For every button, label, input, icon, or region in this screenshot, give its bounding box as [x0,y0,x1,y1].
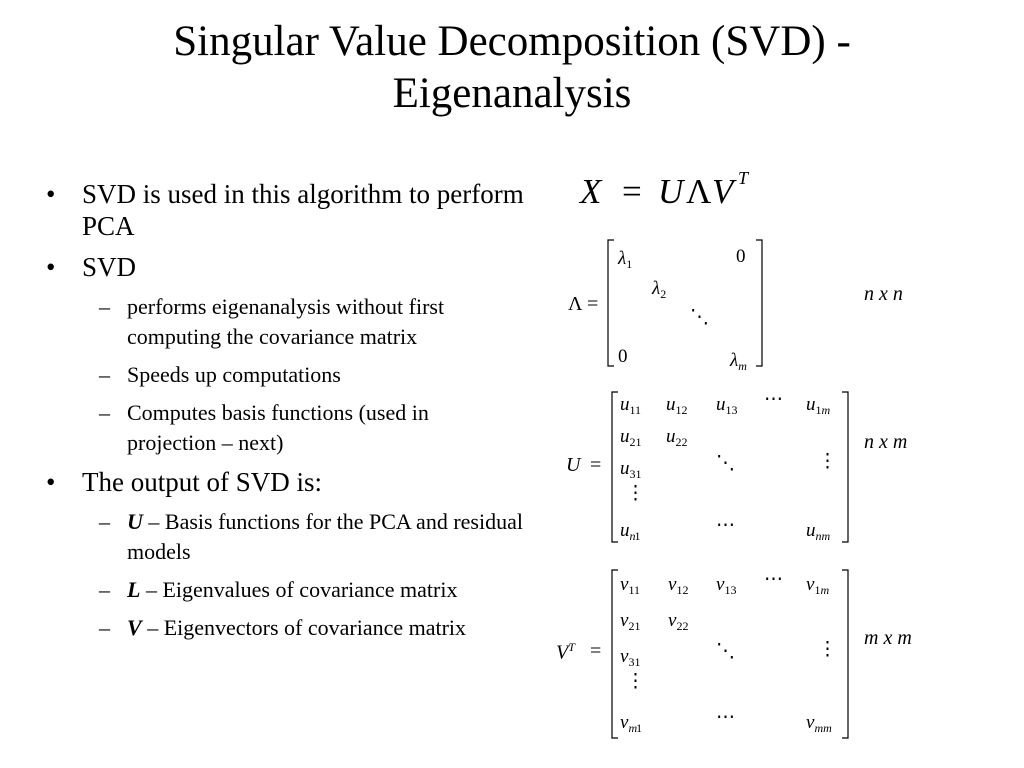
sub-bullet-dash: – [99,577,110,602]
sub-bullet-dash: – [99,615,110,640]
u-label: U [566,454,581,476]
sub-bullet-dash: – [99,509,110,534]
term-v: V [127,615,142,640]
slide-title [40,16,984,120]
sub-bullet-text: – Basis functions for the PCA and residual models [127,509,523,564]
sub-bullet-item [0,613,523,643]
sub-bullet-text: performs eigenanalysis without first computing the covariance matrix [127,294,445,349]
sub-bullet-dash: – [99,400,110,425]
sub-bullet-text: Speeds up computations [127,362,341,387]
bullet-text: SVD is used in this algorithm to perform PCA [82,179,524,241]
vt-label: $V^T$ [556,640,575,664]
bullet-list [0,178,540,651]
u-dimension: n x m [864,431,908,453]
sub-bullet-item [0,507,523,567]
sub-bullet-text: Computes basis functions (used in projection – next) [127,400,429,455]
bullet-dot: • [46,179,56,209]
lambda-label: Λ = [568,293,599,315]
sub-bullet-item [0,360,523,390]
math-panel: X = U Λ V T Λ = $\lambda_1$ 0 $\lambda_2$ ⋱ 0 $\lambda_m$ n x n U = $u_{11}$ $u_{12}$ $u_{13}$ ⋯ $u_{1m}$ $u_{21}$ $u_{22}$ $u_{31}$ ⋱ ⋮ ⋮ $u_{n1}$ ⋯ $u_{nm}$ n x m $V^T$ = $v_{11}$ $v_{12}$ $v_{13}$ ⋯ $v_{1m}$ $v_{21}$ $v_{22}$ $v_{31}$ ⋱ ⋮ ⋮ $v_{m1}$ ⋯ $v_{mm}$ m x m [540,160,1024,768]
bullet-text: SVD [82,252,137,282]
sub-bullet-dash: – [99,362,110,387]
bullet-item [0,466,528,498]
bullet-item [0,178,528,242]
sub-bullet-item [0,292,523,352]
term-l: L [127,577,141,602]
sub-bullet-item [0,398,523,458]
bullet-text: The output of SVD is: [82,467,322,497]
title-line-1: Singular Value Decomposition (SVD) - [173,18,851,65]
lambda-dimension: n x n [864,283,903,305]
term-u: U [127,509,143,534]
sub-bullet-text: – Eigenvalues of covariance matrix [140,577,458,602]
vt-dimension: m x m [864,627,912,649]
sub-bullet-text: – Eigenvectors of covariance matrix [141,615,467,640]
bullet-dot: • [46,467,56,497]
title-line-2: Eigenanalysis [392,70,632,117]
sub-bullet-dash: – [99,294,110,319]
bullet-item [0,251,528,283]
bullet-dot: • [46,252,56,282]
sub-bullet-item [0,575,523,605]
